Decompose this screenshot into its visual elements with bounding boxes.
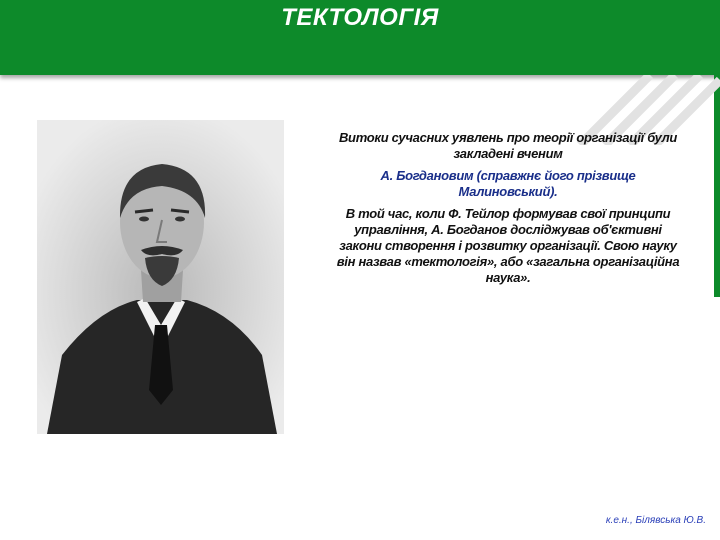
header-bar <box>0 0 720 75</box>
bogdanov-name-paragraph: А. Богдановим (справжнє його прізвище Малиновський). <box>380 168 636 199</box>
author-footer: к.е.н., Білявська Ю.В. <box>605 515 706 526</box>
description-paragraph: В той час, коли Ф. Тейлор формував свої принципи управління, А. Богданов досліджував об'єктивні закони створення і розвитку організації. Свою науку він назвав «тектологія», або «загальна організаційна наука». <box>336 206 680 285</box>
main-text-block <box>333 130 683 292</box>
portrait-image <box>37 120 284 434</box>
intro-paragraph: Витоки сучасних уявлень про теорії організації були закладені вченим <box>338 130 678 161</box>
slide-title: ТЕКТОЛОГІЯ <box>281 4 439 31</box>
